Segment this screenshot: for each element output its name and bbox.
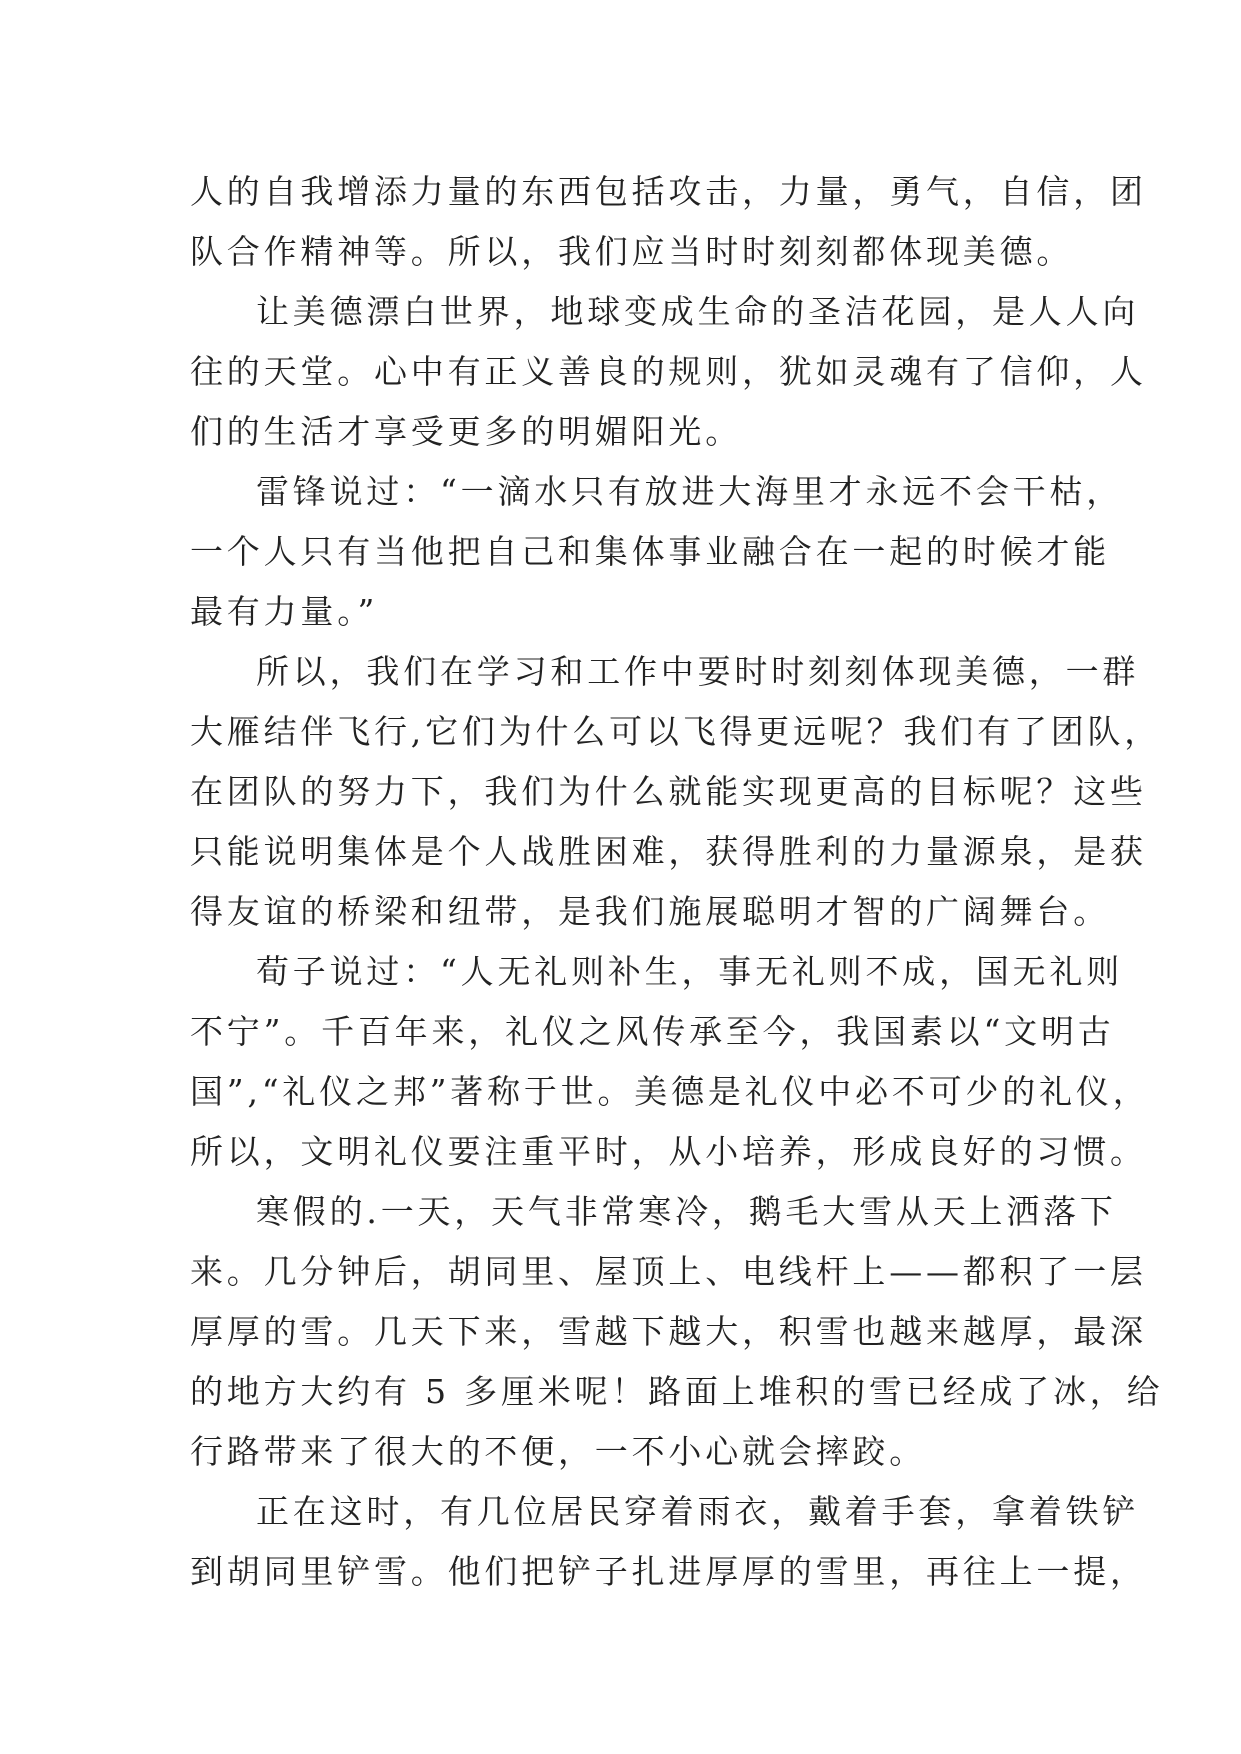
text-line: 所以，文明礼仪要注重平时，从小培养，形成良好的习惯。 <box>190 1132 1147 1171</box>
text-line: 一个人只有当他把自己和集体事业融合在一起的时候才能 <box>190 532 1110 571</box>
text-line: 在团队的努力下，我们为什么就能实现更高的目标呢？这些 <box>190 772 1147 811</box>
text-line: 正在这时，有几位居民穿着雨衣，戴着手套，拿着铁铲 <box>256 1492 1140 1531</box>
text-line: 最有力量。” <box>190 592 379 631</box>
text-line: 国”,“礼仪之邦”著称于世。美德是礼仪中必不可少的礼仪， <box>190 1072 1150 1111</box>
text-line: 荀子说过：“人无礼则补生，事无礼则不成，国无礼则 <box>256 952 1124 991</box>
text-line: 雷锋说过：“一滴水只有放进大海里才永远不会干枯， <box>256 472 1124 511</box>
text-line: 不宁”。千百年来，礼仪之风传承至今，我国素以“文明古 <box>190 1012 1115 1051</box>
text-line: 人的自我增添力量的东西包括攻击，力量，勇气，自信，团 <box>190 172 1147 211</box>
text-line: 大雁结伴飞行,它们为什么可以飞得更远呢？我们有了团队， <box>190 712 1162 751</box>
text-line: 到胡同里铲雪。他们把铲子扎进厚厚的雪里，再往上一提， <box>190 1552 1147 1591</box>
text-line: 们的生活才享受更多的明媚阳光。 <box>190 412 742 451</box>
text-line: 让美德漂白世界，地球变成生命的圣洁花园，是人人向 <box>256 292 1140 331</box>
text-line: 往的天堂。心中有正义善良的规则，犹如灵魂有了信仰，人 <box>190 352 1147 391</box>
text-line: 来。几分钟后，胡同里、屋顶上、电线杆上——都积了一层 <box>190 1252 1147 1291</box>
text-line: 寒假的.一天，天气非常寒冷，鹅毛大雪从天上洒落下 <box>256 1192 1117 1231</box>
document-body <box>190 162 1164 1602</box>
text-line: 厚厚的雪。几天下来，雪越下越大，积雪也越来越厚，最深 <box>190 1312 1147 1351</box>
text-line: 只能说明集体是个人战胜困难，获得胜利的力量源泉，是获 <box>190 832 1147 871</box>
text-line: 行路带来了很大的不便，一不小心就会摔跤。 <box>190 1432 926 1471</box>
text-line: 的地方大约有 5 多厘米呢！路面上堆积的雪已经成了冰，给 <box>190 1372 1164 1411</box>
text-line: 得友谊的桥梁和纽带，是我们施展聪明才智的广阔舞台。 <box>190 892 1110 931</box>
text-line: 所以，我们在学习和工作中要时时刻刻体现美德，一群 <box>256 652 1140 691</box>
text-line: 队合作精神等。所以，我们应当时时刻刻都体现美德。 <box>190 232 1074 271</box>
